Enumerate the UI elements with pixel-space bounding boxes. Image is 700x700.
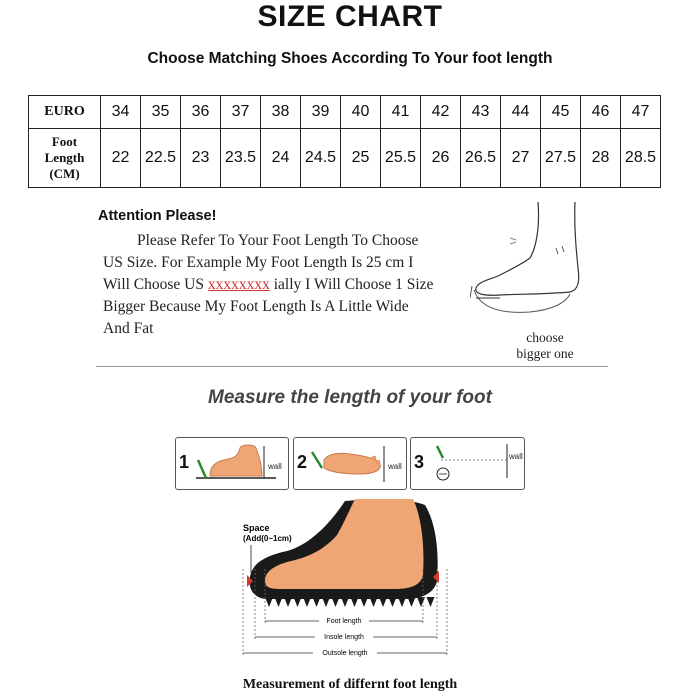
section-divider (96, 366, 608, 367)
tread-tooth (360, 597, 368, 607)
tread-tooth (275, 597, 283, 607)
tread-tooth (370, 597, 378, 607)
euro-size-cell: 47 (621, 96, 661, 129)
euro-size-cell: 35 (141, 96, 181, 129)
page-title: SIZE CHART (257, 0, 443, 33)
attention-text-part: Will Choose US (103, 276, 208, 293)
tread-tooth (341, 597, 349, 607)
attention-line: Bigger Because My Foot Length Is A Little Wide (103, 298, 409, 315)
foot-length-cell: 22 (101, 129, 141, 188)
diagram-caption: Measurement of differnt foot length (242, 677, 458, 692)
foot-length-cell: 26.5 (461, 129, 501, 188)
tread-tooth (284, 597, 292, 607)
tread-tooth (322, 597, 330, 607)
tread-tooth (379, 597, 387, 607)
euro-size-cell: 44 (501, 96, 541, 129)
foot-label-line: (CM) (49, 166, 80, 181)
tread-tooth (398, 597, 406, 607)
measure-step-3 (410, 437, 525, 490)
wall-label: wall (268, 462, 282, 471)
euro-size-cell: 40 (341, 96, 381, 129)
wall-label: wall (509, 452, 523, 461)
euro-row (29, 96, 661, 129)
choose-note-line: bigger one (516, 346, 574, 361)
choose-bigger-note (500, 330, 590, 362)
euro-size-cell: 46 (581, 96, 621, 129)
euro-size-cell: 37 (221, 96, 261, 129)
redacted-text: xxxxxxxx (207, 276, 270, 293)
euro-size-cell: 39 (301, 96, 341, 129)
foot-label-line: Length (44, 150, 85, 165)
foot-length-cell: 27 (501, 129, 541, 188)
foot-length-cell: 24.5 (301, 129, 341, 188)
foot-length-cell: 28.5 (621, 129, 661, 188)
euro-size-cell: 36 (181, 96, 221, 129)
choose-note-line: choose (526, 330, 564, 345)
size-table (28, 95, 661, 188)
insole-length-label: Insole length (324, 634, 364, 641)
tread-tooth (417, 597, 425, 607)
tread-tooth (313, 597, 321, 607)
tread-tooth (427, 597, 435, 607)
euro-size-cell: 38 (261, 96, 301, 129)
euro-size-cell: 45 (541, 96, 581, 129)
attention-title: Attention Please! (98, 208, 217, 224)
euro-label: EURO (29, 96, 101, 129)
tread-tooth (265, 597, 273, 607)
foot-length-cell: 28 (581, 129, 621, 188)
step-number: 3 (414, 452, 425, 472)
attention-text-part: ially I Will Choose 1 Size (269, 276, 434, 293)
foot-in-shoe-sketch (470, 198, 590, 318)
page-subtitle: Choose Matching Shoes According To Your foot length (147, 50, 553, 67)
foot-length-cell: 22.5 (141, 129, 181, 188)
tread-tooth (332, 597, 340, 607)
attention-line: Please Refer To Your Foot Length To Choose (137, 232, 419, 249)
foot-length-label: Foot length (326, 618, 362, 625)
measure-line-icon (411, 438, 524, 489)
euro-size-cell: 41 (381, 96, 421, 129)
attention-line: US Size. For Example My Foot Length Is 25 cm I (103, 254, 414, 271)
foot-length-cell: 27.5 (541, 129, 581, 188)
euro-size-cell: 42 (421, 96, 461, 129)
attention-line: And Fat (103, 320, 154, 337)
space-label: Space (243, 523, 270, 533)
tread-tooth (408, 597, 416, 607)
attention-text (103, 230, 475, 340)
shoe-measurement-diagram (225, 495, 465, 670)
foot-length-cell: 25 (341, 129, 381, 188)
attention-line (103, 274, 475, 296)
euro-size-cell: 43 (461, 96, 501, 129)
tread-tooth (294, 597, 302, 607)
tread-tooth (303, 597, 311, 607)
step-number: 1 (179, 452, 190, 472)
wall-label: wall (388, 462, 402, 471)
measure-step-2 (293, 437, 407, 490)
foot-length-cell: 25.5 (381, 129, 421, 188)
foot-length-cell: 23.5 (221, 129, 261, 188)
foot-length-cell: 26 (421, 129, 461, 188)
foot-length-row (29, 129, 661, 188)
step-number: 2 (297, 452, 308, 472)
measure-step-1 (175, 437, 289, 490)
foot-label-line: Foot (51, 134, 78, 149)
foot-length-label (29, 129, 101, 188)
measure-title: Measure the length of your foot (208, 387, 492, 408)
euro-size-cell: 34 (101, 96, 141, 129)
foot-length-cell: 23 (181, 129, 221, 188)
tread-tooth (351, 597, 359, 607)
foot-length-cell: 24 (261, 129, 301, 188)
space-range-label: (Add(0~1cm) (243, 534, 292, 543)
tread-tooth (389, 597, 397, 607)
outsole-length-label: Outsole length (322, 650, 368, 657)
